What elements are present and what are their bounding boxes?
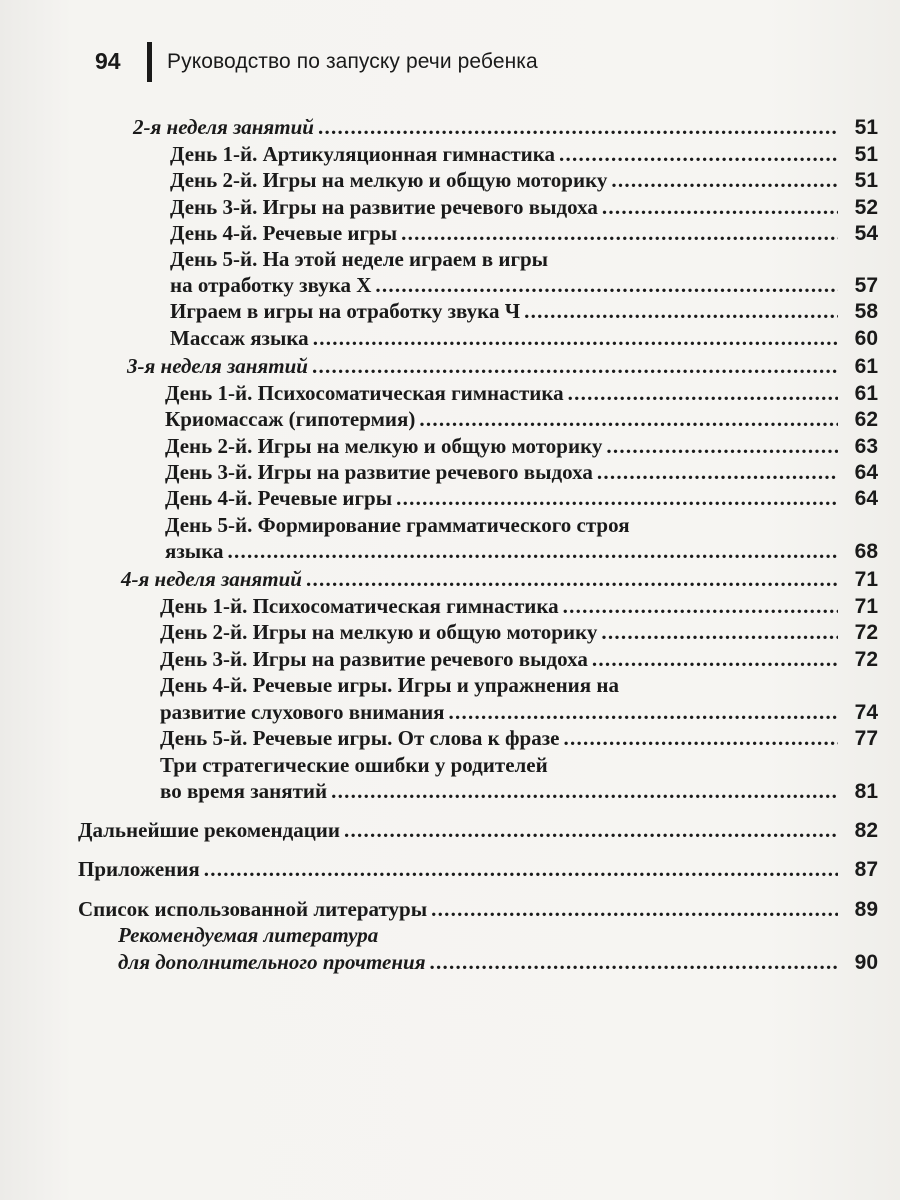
toc-entry-references[interactable] <box>78 896 878 923</box>
leader-dots <box>306 566 838 592</box>
toc-entry-page: 60 <box>854 327 878 350</box>
toc-entry-label: 2-я неделя занятий <box>133 115 314 139</box>
leader-dots <box>344 817 838 843</box>
toc-entry-w4-day2[interactable] <box>160 619 878 646</box>
toc-entry-recommended[interactable] <box>118 949 878 976</box>
toc-entry-label: День 1-й. Психосоматическая гимнастика <box>160 594 559 618</box>
toc-entry-week3[interactable] <box>127 353 878 380</box>
toc-entry-label: День 4-й. Речевые игры <box>170 221 398 245</box>
toc-entry-page: 89 <box>854 898 878 921</box>
leader-dots <box>449 699 838 725</box>
toc-entry-page: 64 <box>854 461 878 484</box>
toc-entry-page: 82 <box>854 819 878 842</box>
leader-dots <box>431 896 838 922</box>
leader-dots <box>601 619 838 645</box>
toc-entry-w4-day4-line1: День 4-й. Речевые игры. Игры и упражнения на <box>160 673 619 697</box>
toc-entry-page: 58 <box>854 300 878 323</box>
toc-entry-w3-day4[interactable] <box>165 485 878 512</box>
leader-dots <box>419 406 838 432</box>
toc-entry-page: 61 <box>854 382 878 405</box>
toc-entry-page: 74 <box>854 701 878 724</box>
toc-entry-w4-day4[interactable] <box>160 699 878 726</box>
leader-dots <box>564 725 839 751</box>
toc-entry-further[interactable] <box>78 817 878 844</box>
toc-entry-w3-day1[interactable] <box>165 380 878 407</box>
toc-entry-w3-day5-line1: День 5-й. Формирование грамматического строя <box>165 513 630 537</box>
toc-entry-page: 52 <box>854 196 878 219</box>
leader-dots <box>563 593 838 619</box>
toc-entry-page: 51 <box>854 143 878 166</box>
toc-entry-label: на отработку звука Х <box>170 273 372 297</box>
toc-entry-w2-ch[interactable] <box>170 298 878 325</box>
toc-entry-page: 62 <box>854 408 878 431</box>
toc-entry-w2-day1[interactable] <box>170 141 878 168</box>
toc-entry-recommended-line1: Рекомендуемая литература <box>118 923 379 947</box>
leader-dots <box>524 298 838 324</box>
toc-entry-w3-cryo[interactable] <box>165 406 878 433</box>
leader-dots <box>602 194 838 220</box>
toc-entry-week4[interactable] <box>121 566 878 593</box>
leader-dots <box>430 949 838 975</box>
leader-dots <box>318 114 838 140</box>
toc-entry-label: День 5-й. Речевые игры. От слова к фразе <box>160 726 560 750</box>
leader-dots <box>597 459 838 485</box>
toc-entry-label: Приложения <box>78 857 200 881</box>
toc-entry-label: День 1-й. Психосоматическая гимнастика <box>165 381 564 405</box>
toc-entry-w2-day3[interactable] <box>170 194 878 221</box>
leader-dots <box>312 353 838 379</box>
leader-dots <box>331 778 838 804</box>
leader-dots <box>375 272 838 298</box>
toc-entry-page: 63 <box>854 435 878 458</box>
toc-entry-page: 61 <box>854 355 878 378</box>
toc-entry-page: 72 <box>854 621 878 644</box>
toc-entry-week2[interactable] <box>133 114 878 141</box>
toc-entry-label: День 3-й. Игры на развитие речевого выдоха <box>160 647 588 671</box>
toc-entry-w4-day5[interactable] <box>160 725 878 752</box>
toc-entry-label: День 2-й. Игры на мелкую и общую моторику <box>160 620 598 644</box>
toc-entry-label: День 1-й. Артикуляционная гимнастика <box>170 142 556 166</box>
toc-entry-w2-day5[interactable] <box>170 272 878 299</box>
toc-entry-label: Играем в игры на отработку звука Ч <box>170 299 521 323</box>
toc-entry-label: во время занятий <box>160 779 328 803</box>
toc-entry-appendix[interactable] <box>78 856 878 883</box>
toc-entry-label: 3-я неделя занятий <box>127 354 308 378</box>
toc-entry-w4-day3[interactable] <box>160 646 878 673</box>
toc-entry-w3-day3[interactable] <box>165 459 878 486</box>
leader-dots <box>204 856 838 882</box>
toc-entry-label: День 3-й. Игры на развитие речевого выдоха <box>170 195 598 219</box>
toc-entry-page: 72 <box>854 648 878 671</box>
leader-dots <box>611 167 838 193</box>
leader-dots <box>227 538 838 564</box>
toc-entry-page: 71 <box>854 595 878 618</box>
toc-entry-w2-day2[interactable] <box>170 167 878 194</box>
toc-entry-w4-mistakes[interactable] <box>160 778 878 805</box>
toc-entry-page: 51 <box>854 116 878 139</box>
leader-dots <box>592 646 838 672</box>
toc-entry-label: Список использованной литературы <box>78 897 428 921</box>
toc-entry-label: Массаж языка <box>170 326 309 350</box>
leader-dots <box>396 485 838 511</box>
running-title: Руководство по запуску речи ребенка <box>167 50 538 73</box>
toc-entry-w4-day1[interactable] <box>160 593 878 620</box>
toc-entry-label: День 2-й. Игры на мелкую и общую моторику <box>170 168 608 192</box>
toc-entry-w2-day5-line1: День 5-й. На этой неделе играем в игры <box>170 247 549 271</box>
leader-dots <box>559 141 838 167</box>
toc-entry-page: 68 <box>854 540 878 563</box>
toc-entry-w2-massage[interactable] <box>170 325 878 352</box>
page-number: 94 <box>95 48 121 74</box>
toc-entry-label: развитие слухового внимания <box>160 700 445 724</box>
leader-dots <box>568 380 838 406</box>
toc-entry-page: 77 <box>854 727 878 750</box>
toc-entry-page: 64 <box>854 487 878 510</box>
toc-entry-page: 54 <box>854 222 878 245</box>
toc-entry-label: День 2-й. Игры на мелкую и общую моторику <box>165 434 603 458</box>
toc-entry-w3-day5[interactable] <box>165 538 878 565</box>
toc-entry-page: 71 <box>854 568 878 591</box>
toc-entry-label: 4-я неделя занятий <box>121 567 302 591</box>
toc-entry-label: Дальнейшие рекомендации <box>78 818 341 842</box>
toc-entry-label: День 4-й. Речевые игры <box>165 486 393 510</box>
toc-entry-w4-mistakes-line1: Три стратегические ошибки у родителей <box>160 753 548 777</box>
toc-entry-label: для дополнительного прочтения <box>118 950 426 974</box>
toc-entry-page: 51 <box>854 169 878 192</box>
toc-entry-page: 81 <box>854 780 878 803</box>
toc-entry-label: Криомассаж (гипотермия) <box>165 407 416 431</box>
leader-dots <box>401 220 838 246</box>
leader-dots <box>606 433 838 459</box>
toc-entry-label: День 3-й. Игры на развитие речевого выдоха <box>165 460 593 484</box>
toc-entry-w3-day2[interactable] <box>165 433 878 460</box>
toc-entry-w2-day4[interactable] <box>170 220 878 247</box>
toc-entry-page: 57 <box>854 274 878 297</box>
toc-entry-label: языка <box>165 539 224 563</box>
toc-entry-page: 90 <box>854 951 878 974</box>
toc-entry-page: 87 <box>854 858 878 881</box>
leader-dots <box>313 325 838 351</box>
